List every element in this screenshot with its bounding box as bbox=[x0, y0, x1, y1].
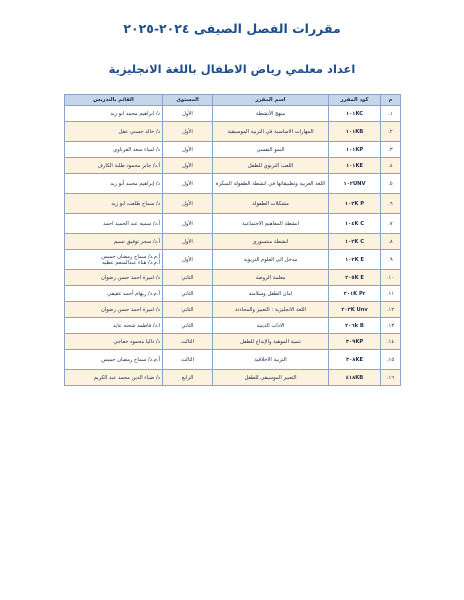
table-row bbox=[65, 234, 401, 250]
cell-code: ١٠١KP bbox=[329, 142, 381, 158]
table-row bbox=[65, 194, 401, 214]
cell-code: ٢٠٥K E bbox=[329, 270, 381, 286]
table-row bbox=[65, 302, 401, 318]
cell-code: ١٠٢K P bbox=[329, 194, 381, 214]
cell-teacher: أ.د/ جابر محمود طلبة الكارف bbox=[65, 158, 163, 174]
cell-course-name: اللغة العربية وتطبيقاتها في انشطة الطفولة المبكرة bbox=[213, 174, 329, 194]
cell-teacher: ا.د/ فاطمه شحته عايد bbox=[65, 318, 163, 334]
col-header-name: اسم المقرر bbox=[213, 95, 329, 106]
cell-course-name: امان الطفل وسلامته bbox=[213, 286, 329, 302]
table-row bbox=[65, 214, 401, 234]
cell-code: ١٠١KB bbox=[329, 122, 381, 142]
courses-table bbox=[64, 94, 401, 386]
cell-course-name: التربية الاخلاقية bbox=[213, 350, 329, 370]
cell-code: ٤١٨KB bbox=[329, 370, 381, 386]
table-row bbox=[65, 318, 401, 334]
table-row bbox=[65, 106, 401, 122]
table-body bbox=[65, 106, 401, 386]
cell-code: ٢٠١K Pr bbox=[329, 286, 381, 302]
page-subtitle: اعداد معلمي رياض الاطفال باللغة الانجليزية bbox=[108, 62, 356, 76]
cell-course-name: النمو النفسي bbox=[213, 142, 329, 158]
cell-teacher: د/ خالد حسني عقل bbox=[65, 122, 163, 142]
cell-level: الأول bbox=[163, 194, 213, 214]
cell-level: الأول bbox=[163, 158, 213, 174]
cell-course-name: المهارات الاساسية في التربية الموسيقية bbox=[213, 122, 329, 142]
cell-level: الأول bbox=[163, 234, 213, 250]
cell-level: الأول bbox=[163, 250, 213, 270]
cell-course-name: منهج الأنشطة bbox=[213, 106, 329, 122]
cell-course-name: اللغة الانجليزية : التعبير والمحادثة bbox=[213, 302, 329, 318]
cell-level: الرابع bbox=[163, 370, 213, 386]
cell-teacher: د/ ابراهيم محمد ابو زيد bbox=[65, 106, 163, 122]
cell-num: ١١. bbox=[381, 286, 401, 302]
cell-num: ١٢. bbox=[381, 302, 401, 318]
col-header-code: كود المقرر bbox=[329, 95, 381, 106]
table-row bbox=[65, 270, 401, 286]
cell-num: ١٣. bbox=[381, 318, 401, 334]
cell-num: ٧. bbox=[381, 214, 401, 234]
cell-num: ١٠. bbox=[381, 270, 401, 286]
cell-num: ٨. bbox=[381, 234, 401, 250]
cell-num: ٤. bbox=[381, 158, 401, 174]
cell-course-name: تنمية الموهبة والإبداع للطفل bbox=[213, 334, 329, 350]
cell-course-name: مشكلات الطفولة bbox=[213, 194, 329, 214]
cell-teacher: أ.م.د/ ريهام أحمد عفيفي bbox=[65, 286, 163, 302]
cell-code: ١٠٢K C bbox=[329, 234, 381, 250]
table-row bbox=[65, 174, 401, 194]
cell-code: ٢٠٦k B bbox=[329, 318, 381, 334]
col-header-num: م bbox=[381, 95, 401, 106]
cell-teacher: أ.د/ سميه عبد الحميد احمد bbox=[65, 214, 163, 234]
cell-teacher: د/ سماح طلعت ابو زيد bbox=[65, 194, 163, 214]
cell-code: ١٠٤K C bbox=[329, 214, 381, 234]
cell-course-name: التعبير الموسيقي للطفل bbox=[213, 370, 329, 386]
cell-teacher: د/ إبراهيم محمد أبو زيد bbox=[65, 174, 163, 194]
cell-course-name: انشطة منتسوري bbox=[213, 234, 329, 250]
cell-level: الأول bbox=[163, 174, 213, 194]
cell-teacher: د/ لمياء سعد القرناوي bbox=[65, 142, 163, 158]
cell-course-name: معلمة الروضة bbox=[213, 270, 329, 286]
cell-teacher: د/ داليا محمود خفاجي bbox=[65, 334, 163, 350]
cell-num: ٥. bbox=[381, 174, 401, 194]
table-row bbox=[65, 158, 401, 174]
cell-teacher: أ.م.د/ سماح رمضان خميس أ.م.د/ هناء عبدالمنعم عطيه bbox=[65, 250, 163, 270]
cell-level: الأول bbox=[163, 106, 213, 122]
page-title: مقررات الفصل الصيفى ٢٠٢٤-٢٠٢٥ bbox=[123, 21, 341, 36]
cell-code: ١٠١KE bbox=[329, 158, 381, 174]
cell-teacher: د/ اميرة احمد حسن رضوان bbox=[65, 270, 163, 286]
cell-num: ١. bbox=[381, 106, 401, 122]
cell-level: الثاني bbox=[163, 302, 213, 318]
cell-course-name: الاداب الدينية bbox=[213, 318, 329, 334]
table-row bbox=[65, 334, 401, 350]
cell-num: ٩. bbox=[381, 250, 401, 270]
cell-course-name: مدخل الى العلوم التربوية bbox=[213, 250, 329, 270]
col-header-teacher: القائم بالتدريس bbox=[65, 95, 163, 106]
table-row bbox=[65, 370, 401, 386]
table-row bbox=[65, 286, 401, 302]
col-header-level: المستوى bbox=[163, 95, 213, 106]
cell-course-name: انشطة المفاهيم الاجتماعية bbox=[213, 214, 329, 234]
table-row bbox=[65, 250, 401, 270]
cell-course-name: اللعب التربوي للطفل bbox=[213, 158, 329, 174]
cell-num: ١٤. bbox=[381, 334, 401, 350]
cell-teacher: أ.م.د/ سماح رمضان خميس bbox=[65, 350, 163, 370]
cell-level: الثاني bbox=[163, 318, 213, 334]
cell-code: ١٠٢K E bbox=[329, 250, 381, 270]
cell-level: الثالث bbox=[163, 334, 213, 350]
cell-level: الأول bbox=[163, 142, 213, 158]
cell-level: الثالث bbox=[163, 350, 213, 370]
cell-teacher: أ.د/ سحر توفيق نسيم bbox=[65, 234, 163, 250]
cell-level: الأول bbox=[163, 122, 213, 142]
cell-teacher: د/ ضياء الدين محمد عبد الكريم bbox=[65, 370, 163, 386]
cell-num: ٦. bbox=[381, 194, 401, 214]
table-row bbox=[65, 122, 401, 142]
cell-num: ١٦. bbox=[381, 370, 401, 386]
cell-code: ٢٠٣K Unv bbox=[329, 302, 381, 318]
cell-num: ٢. bbox=[381, 122, 401, 142]
cell-num: ١٥. bbox=[381, 350, 401, 370]
cell-level: الثاني bbox=[163, 270, 213, 286]
cell-teacher: د/ اميرة احمد حسن رضوان bbox=[65, 302, 163, 318]
cell-code: ٣٠٩KP bbox=[329, 334, 381, 350]
cell-level: الثاني bbox=[163, 286, 213, 302]
cell-num: ٣. bbox=[381, 142, 401, 158]
cell-code: ١٠٢UNV bbox=[329, 174, 381, 194]
cell-code: ٣٠٨KE bbox=[329, 350, 381, 370]
cell-level: الأول bbox=[163, 214, 213, 234]
cell-code: ١٠١KC bbox=[329, 106, 381, 122]
table-header-row bbox=[65, 95, 401, 106]
table-row bbox=[65, 350, 401, 370]
table-row bbox=[65, 142, 401, 158]
